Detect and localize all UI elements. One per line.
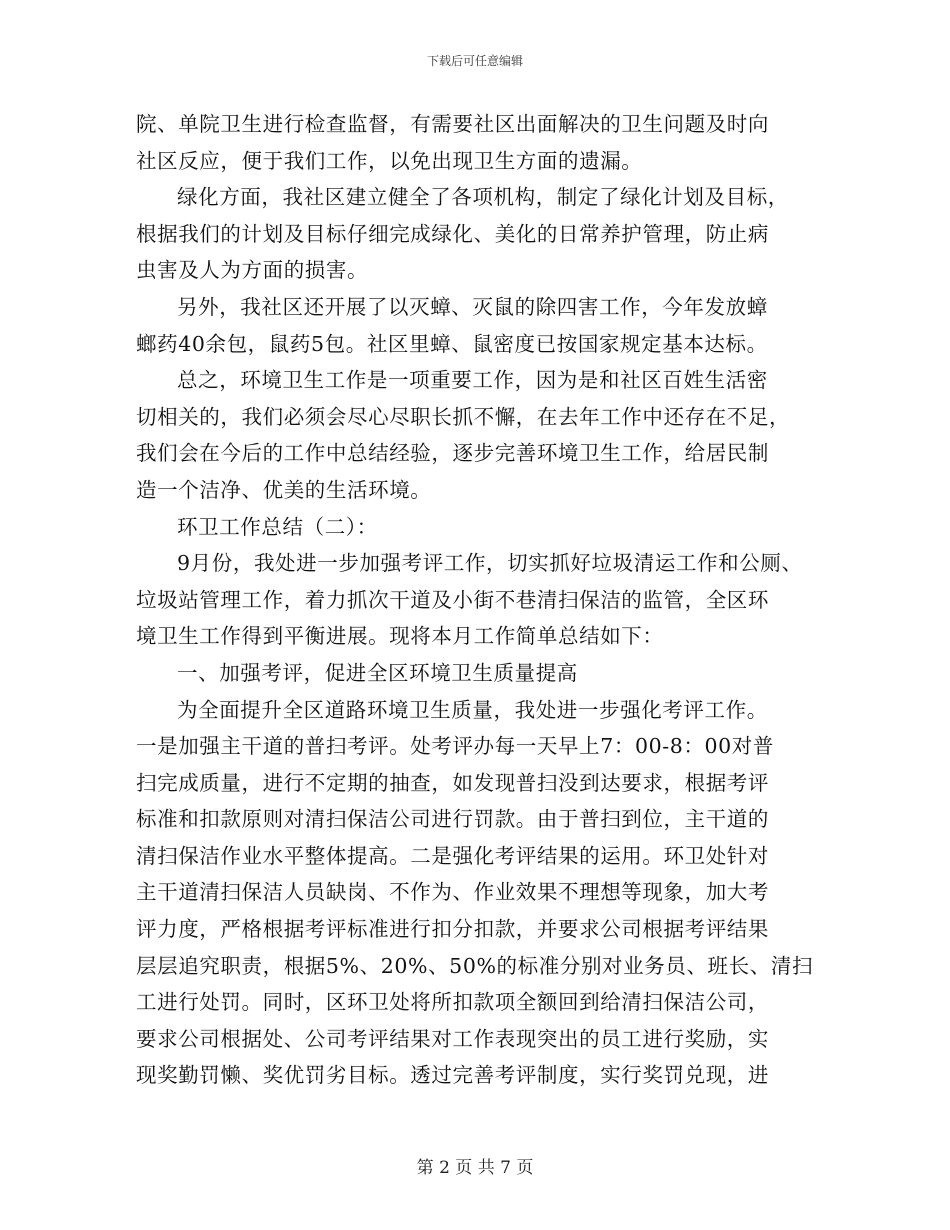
text-line: 虫害及人为方面的损害。: [136, 258, 369, 283]
text-line: 社区反应，便于我们工作，以免出现卫生方面的遗漏。: [136, 148, 643, 173]
text-line: 另外，我社区还开展了以灭蟑、灭鼠的除四害工作，今年发放蟑: [177, 294, 768, 319]
text-line: 工进行处罚。同时，区环卫处将所扣款项全额回到给清扫保洁公司，: [136, 990, 769, 1015]
text-line: 现奖勤罚懒、奖优罚劣目标。透过完善考评制度，实行奖罚兑现，进: [136, 1063, 769, 1088]
text-line: 境卫生工作得到平衡进展。现将本月工作简单总结如下：: [136, 624, 664, 649]
text-line: 层层追究职责，根据5%、20%、50%的标准分别对业务员、班长、清扫: [136, 953, 814, 978]
text-line: 垃圾站管理工作，着力抓次干道及小街不巷清扫保洁的监管，全区环: [136, 587, 769, 612]
page-header: 下载后可任意编辑: [426, 54, 523, 68]
text-line: 标准和扣款原则对清扫保洁公司进行罚款。由于普扫到位，主干道的: [136, 807, 769, 832]
text-line: 一是加强主干道的普扫考评。处考评办每一天早上7：00-8：00对普: [136, 734, 774, 759]
text-line: 为全面提升全区道路环境卫生质量，我处进一步强化考评工作。: [177, 697, 768, 722]
text-line: 清扫保洁作业水平整体提高。二是强化考评结果的运用。环卫处针对: [136, 843, 769, 868]
text-line: 造一个洁净、优美的生活环境。: [136, 477, 432, 502]
document-body: [136, 106, 816, 1094]
text-line: 根据我们的计划及目标仔细完成绿化、美化的日常养护管理，防止病: [136, 221, 769, 246]
text-line: 评力度，严格根据考评标准进行扣分扣款，并要求公司根据考评结果: [136, 917, 769, 942]
text-line: 要求公司根据处、公司考评结果对工作表现突出的员工进行奖励，实: [136, 1026, 769, 1051]
text-line: 环卫工作总结（二）：: [177, 514, 378, 539]
text-line: 9月份，我处进一步加强考评工作，切实抓好垃圾清运工作和公厕、: [177, 551, 803, 576]
text-line: 一、加强考评，促进全区环境卫生质量提高: [177, 660, 578, 685]
text-line: 扫完成质量，进行不定期的抽查，如发现普扫没到达要求，根据考评: [136, 770, 769, 795]
text-line: 我们会在今后的工作中总结经验，逐步完善环境卫生工作，给居民制: [136, 441, 769, 466]
text-line: 绿化方面，我社区建立健全了各项机构，制定了绿化计划及目标，: [177, 185, 789, 210]
text-line: 总之，环境卫生工作是一项重要工作，因为是和社区百姓生活密: [177, 368, 768, 393]
page-footer: 第 2 页 共 7 页: [416, 1158, 534, 1178]
text-line: 切相关的，我们必须会尽心尽职长抓不懈，在去年工作中还存在不足，: [136, 404, 791, 429]
text-line: 螂药40余包，鼠药5包。社区里蟑、鼠密度已按国家规定基本达标。: [136, 331, 768, 356]
text-line: 主干道清扫保洁人员缺岗、不作为、作业效果不理想等现象，加大考: [136, 880, 769, 905]
text-line: 院、单院卫生进行检查监督，有需要社区出面解决的卫生问题及时向: [136, 112, 769, 136]
